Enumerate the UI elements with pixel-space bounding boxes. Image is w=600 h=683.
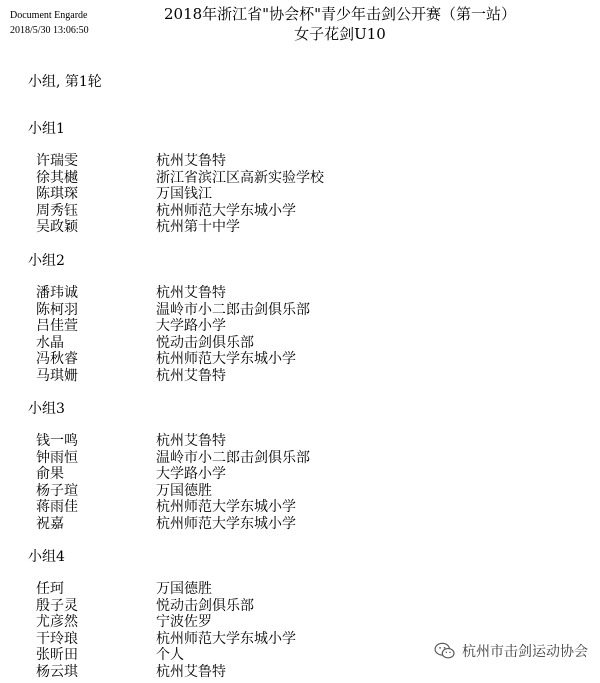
wechat-icon <box>434 642 456 660</box>
event-subtitle: 女子花剑U10 <box>294 25 386 43</box>
fencer-name: 陈柯羽 <box>36 301 78 318</box>
fencer-club: 悦动击剑俱乐部 <box>156 597 254 614</box>
fencer-name: 马琪姗 <box>36 367 78 384</box>
fencer-row <box>0 466 600 483</box>
fencer-club: 杭州师范大学东城小学 <box>156 515 296 532</box>
fencer-club: 杭州师范大学东城小学 <box>156 202 296 219</box>
fencer-row <box>0 450 600 467</box>
fencer-name: 杨云琪 <box>36 663 78 680</box>
fencer-row <box>0 302 600 319</box>
fencer-row <box>0 285 600 302</box>
fencer-row <box>0 186 600 203</box>
fencer-name: 周秀钰 <box>36 202 78 219</box>
fencer-club: 大学路小学 <box>156 466 226 482</box>
fencer-name: 干玲琅 <box>36 630 78 647</box>
fencer-row <box>0 318 600 335</box>
fencer-name: 殷子灵 <box>36 597 78 614</box>
fencer-name: 任珂 <box>36 581 64 597</box>
fencer-club: 万国钱江 <box>156 186 212 202</box>
fencer-row <box>0 335 600 352</box>
print-timestamp: 2018/5/30 13:06:50 <box>10 25 89 36</box>
fencer-row <box>0 351 600 368</box>
fencer-row <box>0 598 600 615</box>
fencer-club: 杭州师范大学东城小学 <box>156 630 296 647</box>
fencer-club: 杭州师范大学东城小学 <box>156 499 296 515</box>
fencer-row <box>0 170 600 187</box>
fencer-name: 水晶 <box>36 334 64 351</box>
fencer-row <box>0 153 600 170</box>
fencer-name: 张昕田 <box>36 647 78 663</box>
fencer-name: 许瑞雯 <box>36 153 78 169</box>
fencer-row <box>0 483 600 500</box>
fencer-name: 祝嘉 <box>36 515 64 532</box>
round-title: 小组, 第1轮 <box>28 74 102 90</box>
fencer-club: 大学路小学 <box>156 318 226 334</box>
watermark <box>434 641 588 661</box>
watermark-text: 杭州市击剑运动协会 <box>462 644 588 660</box>
fencer-row <box>0 664 600 681</box>
fencer-name: 潘玮诚 <box>36 285 78 301</box>
fencer-club: 温岭市小二郎击剑俱乐部 <box>156 449 310 466</box>
fencer-club: 杭州艾鲁特 <box>156 285 226 301</box>
fencer-name: 吕佳萱 <box>36 318 78 334</box>
fencer-row <box>0 516 600 533</box>
fencer-name: 钱一鸣 <box>36 433 78 449</box>
group-label: 小组3 <box>28 401 65 417</box>
fencer-club: 杭州艾鲁特 <box>156 153 226 169</box>
competition-title: 2018年浙江省"协会杯"青少年击剑公开赛（第一站） <box>164 5 516 23</box>
fencer-row <box>0 581 600 598</box>
fencer-row <box>0 433 600 450</box>
group-label: 小组4 <box>28 549 65 565</box>
fencer-club: 杭州艾鲁特 <box>156 367 226 384</box>
fencer-club: 悦动击剑俱乐部 <box>156 334 254 351</box>
fencer-name: 蒋雨佳 <box>36 499 78 515</box>
fencer-club: 杭州第十中学 <box>156 219 240 235</box>
fencer-club: 杭州艾鲁特 <box>156 663 226 680</box>
fencer-club: 杭州师范大学东城小学 <box>156 351 296 367</box>
fencer-row <box>0 499 600 516</box>
fencer-row <box>0 368 600 385</box>
fencer-club: 浙江省滨江区高新实验学校 <box>156 169 324 186</box>
fencer-name: 冯秋睿 <box>36 351 78 367</box>
fencer-club: 宁波佐罗 <box>156 614 212 630</box>
group-label: 小组2 <box>28 253 65 269</box>
fencer-club: 个人 <box>156 647 184 663</box>
fencer-row <box>0 614 600 631</box>
fencer-name: 吴政颖 <box>36 219 78 235</box>
fencer-club: 温岭市小二郎击剑俱乐部 <box>156 301 310 318</box>
fencer-name: 陈琪琛 <box>36 186 78 202</box>
fencer-name: 俞果 <box>36 466 64 482</box>
fencer-club: 杭州艾鲁特 <box>156 433 226 449</box>
fencer-name: 钟雨恒 <box>36 449 78 466</box>
fencer-club: 万国德胜 <box>156 482 212 499</box>
software-name: Document Engarde <box>10 10 88 21</box>
fencer-name: 杨子瑄 <box>36 482 78 499</box>
fencer-name: 徐其樾 <box>36 169 78 186</box>
fencer-row <box>0 219 600 236</box>
fencer-name: 尤彦然 <box>36 614 78 630</box>
fencer-row <box>0 203 600 220</box>
fencer-club: 万国德胜 <box>156 581 212 597</box>
group-label: 小组1 <box>28 121 65 137</box>
